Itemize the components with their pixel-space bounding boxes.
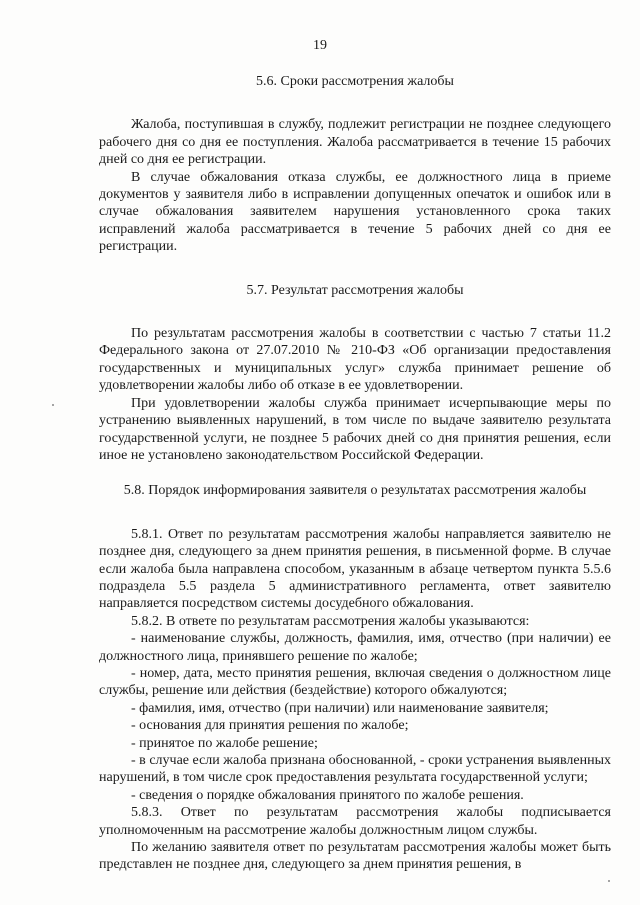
scan-speck bbox=[608, 880, 610, 882]
list-item: - принятое по жалобе решение; bbox=[131, 735, 318, 751]
paragraph-5-8-2: 5.8.2. В ответе по результатам рассмотрения жалобы указываются: bbox=[131, 613, 530, 629]
list-item: - в случае если жалоба признана обоснованной, - сроки устранения выявленных нарушений, в том числе срок предоставления результата государственной услуги; bbox=[99, 753, 611, 786]
paragraph: При удовлетворении жалобы служба принимает исчерпывающие меры по устранению выявленных нарушений, в том числе по выдаче заявителю результата государственной услуги, не позднее 5 рабочих дней со дня принятия решения, если иное не установлено законодательством Российской Федерации. bbox=[99, 395, 611, 463]
paragraph-5-8-3: 5.8.3. Ответ по результатам рассмотрения жалобы подписывается уполномоченным на рассмотрение жалобы должностным лицом службы. bbox=[99, 805, 611, 838]
section-heading-5-6: 5.6. Сроки рассмотрения жалобы bbox=[256, 74, 454, 89]
section-heading-5-8: 5.8. Порядок информирования заявителя о результатах рассмотрения жалобы bbox=[123, 483, 587, 499]
list-item: - фамилия, имя, отчество (при наличии) или наименование заявителя; bbox=[131, 700, 549, 716]
paragraph: В случае обжалования отказа службы, ее должностного лица в приеме документов у заявителя либо в исправлении допущенных опечаток и ошибок или в случае обжалования заявителем нарушения установленного срока таких исправлений жалоба рассматривается в течение 5 рабочих дней со дня ее регистрации. bbox=[99, 169, 611, 255]
section-heading-5-7: 5.7. Результат рассмотрения жалобы bbox=[246, 282, 464, 298]
paragraph: Жалоба, поступившая в службу, подлежит регистрации не позднее следующего рабочего дня со дня ее поступления. Жалоба рассматривается в течение 15 рабочих дней со дня ее регистрации. bbox=[99, 117, 611, 168]
list-item: - основания для принятия решения по жалобе; bbox=[131, 718, 409, 734]
list-item: - наименование службы, должность, фамилия, имя, отчество (при наличии) ее должностного лица, принявшего решение по жалобе; bbox=[99, 631, 611, 664]
page-number: 19 bbox=[313, 38, 327, 53]
paragraph-5-8-1: 5.8.1. Ответ по результатам рассмотрения жалобы направляется заявителю не позднее дня, следующего за днем принятия решения, в письменной форме. В случае если жалоба была направлена способом, указанным в абзаце четвертом пункта 5.5.6 подраздела 5.5 раздела 5 административного регламента, ответ заявителю направляется посредством системы досудебного обжалования. bbox=[99, 526, 611, 612]
paragraph: По результатам рассмотрения жалобы в соответствии с частью 7 статьи 11.2 Федерального закона от 27.07.2010 № 210-ФЗ «Об организации предоставления государственных и муниципальных услуг» служба принимает решение об удовлетворении жалобы либо об отказе в ее удовлетворении. bbox=[99, 326, 611, 394]
paragraph: По желанию заявителя ответ по результатам рассмотрения жалобы может быть представлен не позднее дня, следующего за днем принятия решения, в bbox=[99, 840, 611, 873]
list-item: - сведения о порядке обжалования принятого по жалобе решения. bbox=[131, 787, 524, 803]
scan-speck bbox=[52, 404, 54, 406]
document-body bbox=[99, 70, 611, 874]
list-item: - номер, дата, место принятия решения, включая сведения о должностном лице службы, решение или действия (бездействие) которого обжалуются; bbox=[99, 665, 611, 699]
